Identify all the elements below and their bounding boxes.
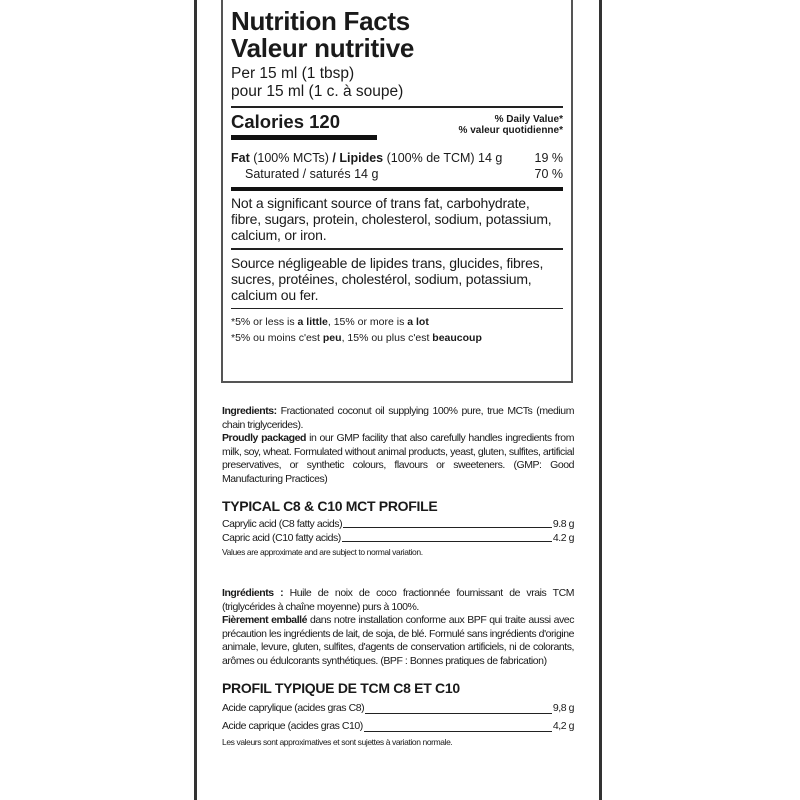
label-border-left <box>194 0 197 800</box>
footnote-fr: *5% ou moins c'est peu, 15% ou plus c'est beaucoup <box>231 332 482 344</box>
footnote-en: *5% or less is a little, 15% or more is a lot <box>231 316 429 328</box>
profile-row: Acide caprylique (acides gras C8) 9,8 g <box>222 701 574 714</box>
ingredients-fr: Ingrédients : Huile de noix de coco fractionnée fournissant de vrais TCM (triglycérides à chaîne moyenne) purs à 100%. <box>222 587 574 613</box>
english-section <box>222 405 574 559</box>
profile-heading-en: TYPICAL C8 & C10 MCT PROFILE <box>222 498 438 514</box>
fat-percent: 19 % <box>534 151 563 165</box>
title-en: Nutrition Facts <box>231 6 410 36</box>
label-border-right <box>599 0 602 800</box>
daily-value-header <box>459 114 563 136</box>
packaging-fr: Fièrement emballé dans notre installation conforme aux BPF qui traite aussi avec précaution les ingrédients de lait, de soja, de blé. Formulé sans ingrédients d'origine animale, levure, gluten, sulfites, d'agents de conservation artificiels, ni de colorants, arômes ou édulcorants synthétiques. (BPF : Bonnes pratiques de fabrication) <box>222 614 574 667</box>
calories: Calories 120 <box>231 111 341 132</box>
lipides-desc: (100% de TCM) 14 g <box>383 151 503 165</box>
not-significant-en: Not a significant source of trans fat, carbohydrate, fibre, sugars, protein, cholesterol, sodium, potassium, calcium, or iron. <box>231 195 552 243</box>
saturated-row <box>231 166 563 182</box>
profile-row: Caprylic acid (C8 fatty acids) 9.8 g <box>222 517 574 530</box>
lipides-label: / Lipides <box>332 151 384 165</box>
serving-en: Per 15 ml (1 tbsp) <box>231 65 355 82</box>
note-en: Values are approximate and are subject to normal variation. <box>222 546 423 557</box>
divider <box>231 106 563 108</box>
fat-desc: (100% MCTs) <box>249 151 333 165</box>
calories-bar <box>231 135 377 140</box>
note-fr: Les valeurs sont approximatives et sont sujettes à variation normale. <box>222 736 453 747</box>
french-section <box>222 587 574 749</box>
fat-label: Fat <box>231 151 250 165</box>
profile-row: Acide caprique (acides gras C10) 4,2 g <box>222 719 574 732</box>
saturated-percent: 70 % <box>534 167 563 181</box>
not-significant-fr: Source négligeable de lipides trans, glucides, fibres, sucres, protéines, cholestérol, sodium, potassium, calcium ou fer. <box>231 254 544 303</box>
saturated-label: Saturated / saturés 14 g <box>245 167 379 181</box>
nutrition-facts-table <box>221 0 573 383</box>
ingredients-en: Ingredients: Fractionated coconut oil supplying 100% pure, true MCTs (medium chain triglycerides). <box>222 405 574 431</box>
fat-row <box>231 150 563 166</box>
divider <box>231 248 563 250</box>
profile-row: Capric acid (C10 fatty acids) 4.2 g <box>222 531 574 544</box>
thick-divider <box>231 187 563 191</box>
dv-en: % Daily Value* <box>494 114 563 125</box>
packaging-en: Proudly packaged in our GMP facility that also carefully handles ingredients from milk, soy, wheat. Formulated without animal products, yeast, gluten, sulfites, artificial preservatives, or synthetic colours, flavours or sweeteners. (GMP: Good Manufacturing Practices) <box>222 432 574 485</box>
title-fr: Valeur nutritive <box>231 33 415 63</box>
dv-fr: % valeur quotidienne* <box>458 125 563 136</box>
profile-heading-fr: PROFIL TYPIQUE DE TCM C8 ET C10 <box>222 680 460 696</box>
serving-fr: pour 15 ml (1 c. à soupe) <box>231 83 404 100</box>
divider <box>231 308 563 310</box>
